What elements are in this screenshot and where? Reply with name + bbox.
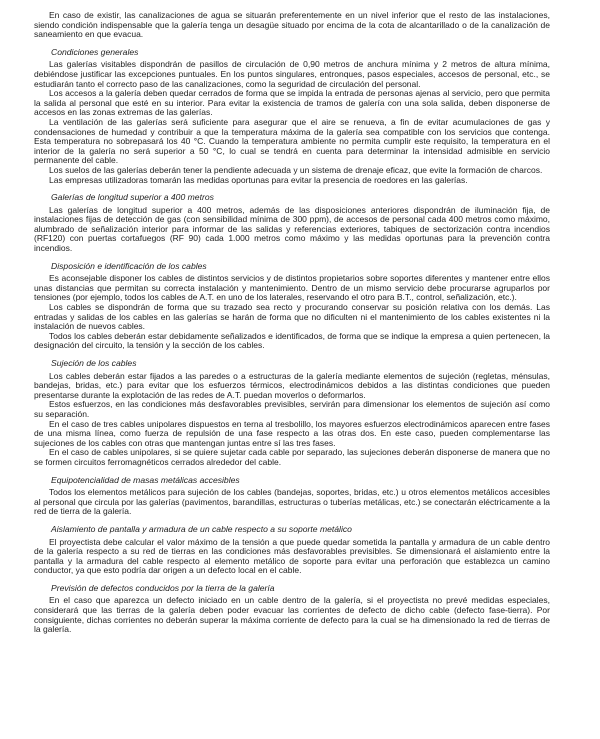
section-heading: Aislamiento de pantalla y armadura de un cable respecto a su soporte metálico bbox=[51, 523, 352, 534]
body-paragraph: En el caso de cables unipolares, si se quiere sujetar cada cable por separado, las sujeciones deberán disponerse de manera que no se formen circuitos ferromagnéticos cerrados alrededor del cable. bbox=[34, 447, 550, 467]
body-paragraph: En el caso de tres cables unipolares dispuestos en terna al tresbolillo, los mayores esfuerzos electrodinámicos aparecen entre fases de una misma línea, como fuerza de repulsión de una fase respecto a las otras dos. En este caso, pueden complementarse las sujeciones de los cables con otras que mantengan juntas entre sí las tres fases. bbox=[34, 418, 550, 448]
body-paragraph: La ventilación de las galerías será suficiente para asegurar que el aire se renueva, a fin de evitar acumulaciones de gas y condensaciones de humedad y contribuir a que la temperatura máxima de la galería sea compatible con los servicios que contenga. Esta temperatura no sobrepasará los 40 °C. Cuando la temperatura ambiente no permita cumplir este requisito, la temperatura en el interior de la galería no será superior a 50 °C, lo cual se tendrá en cuenta para determinar la intensidad admisible en servicio permanente del cable. bbox=[34, 116, 550, 166]
body-paragraph: Todos los cables deberán estar debidamente señalizados e identificados, de forma que se indique la empresa a quien pertenecen, la designación del circuito, la tensión y la sección de los cables. bbox=[34, 330, 550, 351]
body-paragraph: En caso de existir, las canalizaciones de agua se situarán preferentemente en un nivel inferior que el resto de las instalaciones, siendo condición indispensable que la galería tenga un desagüe situado por encima de la cota de alcantarillado o de la canalización de saneamiento en que evacua. bbox=[34, 10, 550, 40]
body-paragraph: Los accesos a la galería deben quedar cerrados de forma que se impida la entrada de personas ajenas al servicio, pero que permita la salida al personal que esté en su interior. Para evitar la existencia de tramos de galería con una sola salida, deben disponerse de accesos en las zonas extremas de las galerías. bbox=[34, 88, 550, 118]
section-heading: Galerías de longitud superior a 400 metros bbox=[51, 192, 214, 203]
section-heading: Sujeción de los cables bbox=[51, 358, 137, 368]
body-paragraph: En el caso que aparezca un defecto iniciado en un cable dentro de la galería, si el proyectista no prevé medidas especiales, considerará que las tierras de la galería deben poder evacuar las corrientes de defecto de dicho cable (defecto fase-tierra). Por consiguiente, dichas corrientes no deberán superar la máxima corriente de defecto para la cual se ha dimensionado la red de tierras de la galería. bbox=[34, 595, 550, 635]
body-paragraph: Los cables se dispondrán de forma que su trazado sea recto y procurando conservar su posición relativa con los demás. Las entradas y salidas de los cables en las galerías se harán de forma que no dificulten ni el mantenimiento de los cables existentes ni la instalación de nuevos cables. bbox=[34, 302, 550, 332]
body-paragraph: Los suelos de las galerías deberán tener la pendiente adecuada y un sistema de drenaje eficaz, que evite la formación de charcos. bbox=[49, 164, 543, 175]
section-heading: Disposición e identificación de los cables bbox=[51, 260, 207, 271]
section-heading: Condiciones generales bbox=[51, 46, 139, 57]
body-paragraph: Es aconsejable disponer los cables de distintos servicios y de distintos propietarios sobre soportes diferentes y mantener entre ellos unas distancias que permitan su correcta instalación y mantenimiento. Dentro de un mismo servicio debe procurarse agruparlos por tensiones (por ejemplo, todos los cables de A.T. en uno de los laterales, reservando el otro para B.T., control, señalización, etc.). bbox=[34, 273, 550, 303]
body-paragraph: El proyectista debe calcular el valor máximo de la tensión a que puede quedar sometida la pantalla y armadura de un cable dentro de la galería respecto a su red de tierras en las condiciones más desfavorables previsibles. Se dimensionará el aislamiento entre la pantalla y la armadura del cable respecto al elemento metálico de soporte para evitar una perforación que establezca un camino conductor, ya que esto podría dar origen a un defecto local en el cable. bbox=[34, 536, 550, 576]
body-paragraph: Estos esfuerzos, en las condiciones más desfavorables previsibles, servirán para dimensionar los elementos de sujeción así como su separación. bbox=[34, 399, 550, 419]
section-heading: Equipotencialidad de masas metálicas accesibles bbox=[51, 474, 240, 485]
body-paragraph: Las empresas utilizadoras tomarán las medidas oportunas para evitar la presencia de roedores en las galerías. bbox=[49, 174, 468, 185]
body-paragraph: Las galerías visitables dispondrán de pasillos de circulación de 0,90 metros de anchura mínima y 2 metros de altura mínima, debiéndose justificar las excepciones puntuales. En los puntos singulares, entronques, pasos especiales, accesos de personal, etc., se estudiarán tanto el correcto paso de las canalizaciones, como la seguridad de circulación del personal. bbox=[34, 59, 550, 89]
body-paragraph: Las galerías de longitud superior a 400 metros, además de las disposiciones anteriores dispondrán de iluminación fija, de instalaciones fijas de detección de gas (con sensibilidad mínima de 300 ppm), de accesos de personal cada 400 metros como máximo, alumbrado de señalización interior para informar de las salidas y referencias exteriores, tabiques de sectorización contra incendios (RF120) con puertas cortafuegos (RF 90) cada 1.000 metros como máximo y las medidas oportunas para la prevención contra incendios. bbox=[34, 204, 550, 254]
section-heading: Previsión de defectos conducidos por la tierra de la galería bbox=[51, 582, 275, 593]
body-paragraph: Todos los elementos metálicos para sujeción de los cables (bandejas, soportes, bridas, etc.) u otros elementos metálicos accesibles al personal que circula por las galerías (pavimentos, barandillas, estructuras o tuberías metálicas, etc.) se conectarán eléctricamente a la red de tierra de la galería. bbox=[34, 487, 550, 517]
body-paragraph: Los cables deberán estar fijados a las paredes o a estructuras de la galería mediante elementos de sujeción (regletas, ménsulas, bandejas, bridas, etc.) para evitar que los esfuerzos térmicos, electrodinámicos debidos a las distintas condiciones que pueden presentarse durante la explotación de las redes de A.T. puedan moverlos o deformarlos. bbox=[34, 370, 550, 400]
